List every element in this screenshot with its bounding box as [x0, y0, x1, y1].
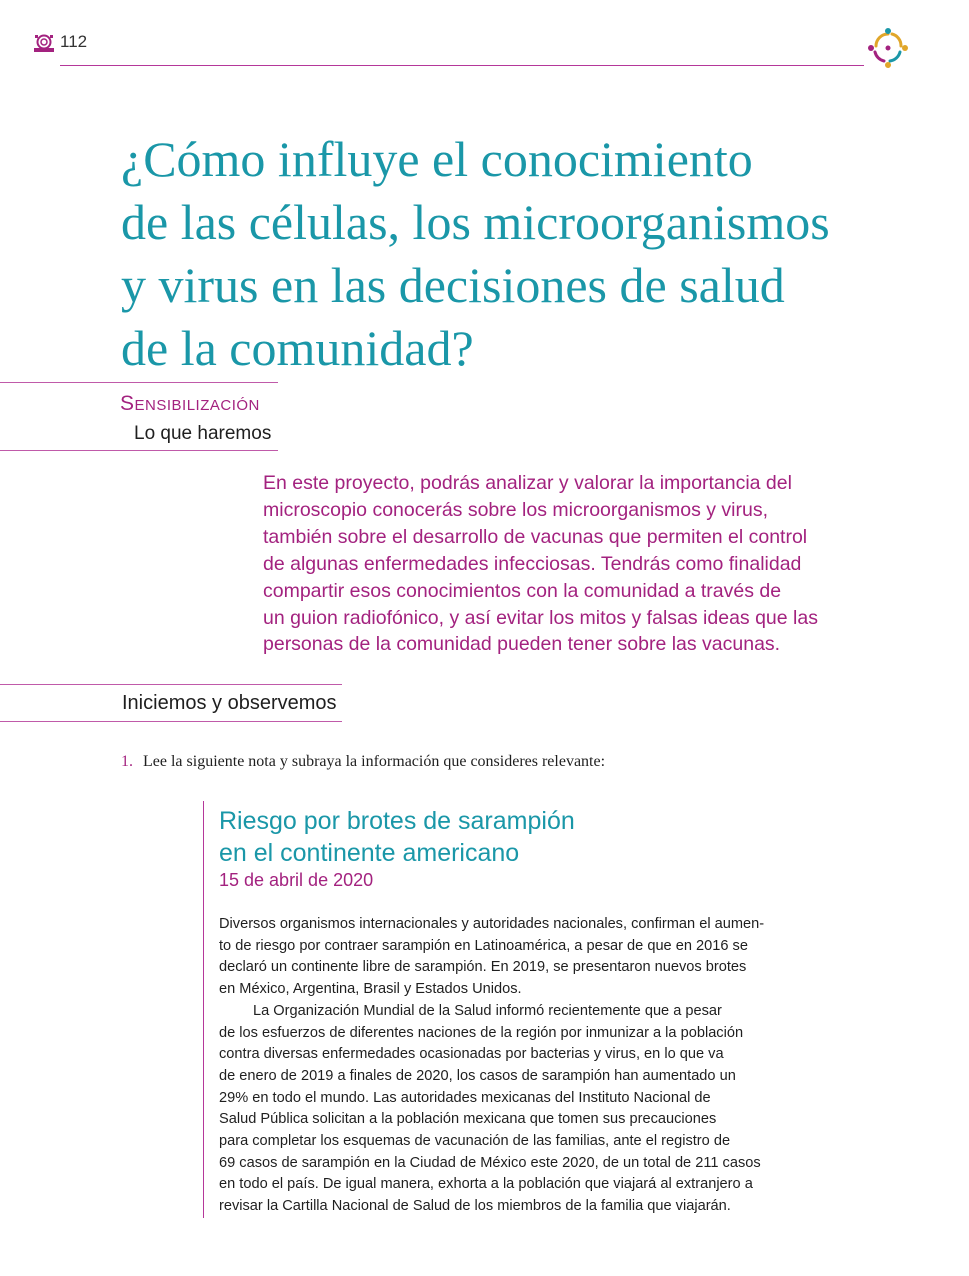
section-title: Sensibilización — [120, 392, 260, 415]
ornament-icon — [33, 33, 55, 53]
article-body — [219, 914, 839, 1218]
article-title-line: en el continente americano — [219, 839, 520, 867]
intro-line: de algunas enfermedades infecciosas. Tendrás como finalidad — [263, 552, 802, 575]
intro-line: también sobre el desarrollo de vacunas que permiten el control — [263, 525, 808, 548]
article-title-line: Riesgo por brotes de sarampión — [219, 807, 575, 835]
body-line: contra diversas enfermedades ocasionadas por bacterias y virus, en lo que va — [219, 1046, 724, 1063]
intro-line: personas de la comunidad pueden tener sobre las vacunas. — [263, 633, 781, 656]
section-rule-bottom — [0, 450, 278, 451]
article-date: 15 de abril de 2020 — [219, 870, 374, 890]
title-line: y virus en las decisiones de salud — [121, 257, 785, 313]
body-line: Salud Pública solicitan a la población mexicana que tomen sus precauciones — [219, 1111, 717, 1128]
observe-rule-bottom — [0, 721, 342, 722]
body-line: 69 casos de sarampión en la Ciudad de México este 2020, de un total de 211 casos — [219, 1154, 761, 1171]
instruction-number: 1. — [121, 753, 133, 770]
body-line: en México, Argentina, Brasil y Estados Unidos. — [219, 981, 522, 998]
body-line: en todo el país. De igual manera, exhorta a la población que viajará al extranjero a — [219, 1176, 753, 1193]
page-number: 112 — [60, 32, 88, 51]
intro-line: compartir esos conocimientos con la comunidad a través de — [263, 579, 782, 602]
body-line: Diversos organismos internacionales y autoridades nacionales, confirman el aumen- — [219, 916, 765, 932]
page-title — [121, 128, 901, 380]
section-subtitle: Lo que haremos — [134, 423, 272, 444]
intro-line: En este proyecto, podrás analizar y valorar la importancia del — [263, 472, 792, 494]
body-line: declaró un continente libre de sarampión. En 2019, se presentaron nuevos brotes — [219, 959, 747, 976]
article-title — [219, 805, 575, 869]
header-divider — [60, 65, 864, 66]
body-line: de los esfuerzos de diferentes naciones de la región por inmunizar a la población — [219, 1024, 744, 1041]
intro-line: un guion radiofónico, y así evitar los mitos y falsas ideas que las — [263, 606, 818, 629]
section-rule-top — [0, 382, 278, 383]
intro-line: microscopio conocerás sobre los microorganismos y virus, — [263, 498, 769, 521]
body-line: para completar los esquemas de vacunación de las familias, ante el registro de — [219, 1133, 731, 1150]
body-line: La Organización Mundial de la Salud informó recientemente que a pesar — [253, 1002, 722, 1019]
body-line: revisar la Cartilla Nacional de Salud de los miembros de la familia que viajarán. — [219, 1198, 731, 1215]
instruction-text: Lee la siguiente nota y subraya la información que consideres relevante: — [143, 753, 606, 770]
title-line: de la comunidad? — [121, 320, 474, 376]
dotted-circle-logo-icon — [866, 26, 910, 70]
body-line: 29% en todo el mundo. Las autoridades mexicanas del Instituto Nacional de — [219, 1089, 711, 1106]
body-line: to de riesgo por contraer sarampión en Latinoamérica, a pesar de que en 2016 se — [219, 937, 748, 954]
observe-heading: Iniciemos y observemos — [122, 692, 337, 714]
observe-rule-top — [0, 684, 342, 685]
body-line: de enero de 2019 a finales de 2020, los casos de sarampión han aumentado un — [219, 1067, 736, 1084]
title-line: ¿Cómo influye el conocimiento — [121, 131, 753, 187]
title-line: de las células, los microorganismos — [121, 194, 830, 250]
intro-paragraph — [263, 470, 843, 658]
article-accent-bar — [203, 801, 204, 1218]
